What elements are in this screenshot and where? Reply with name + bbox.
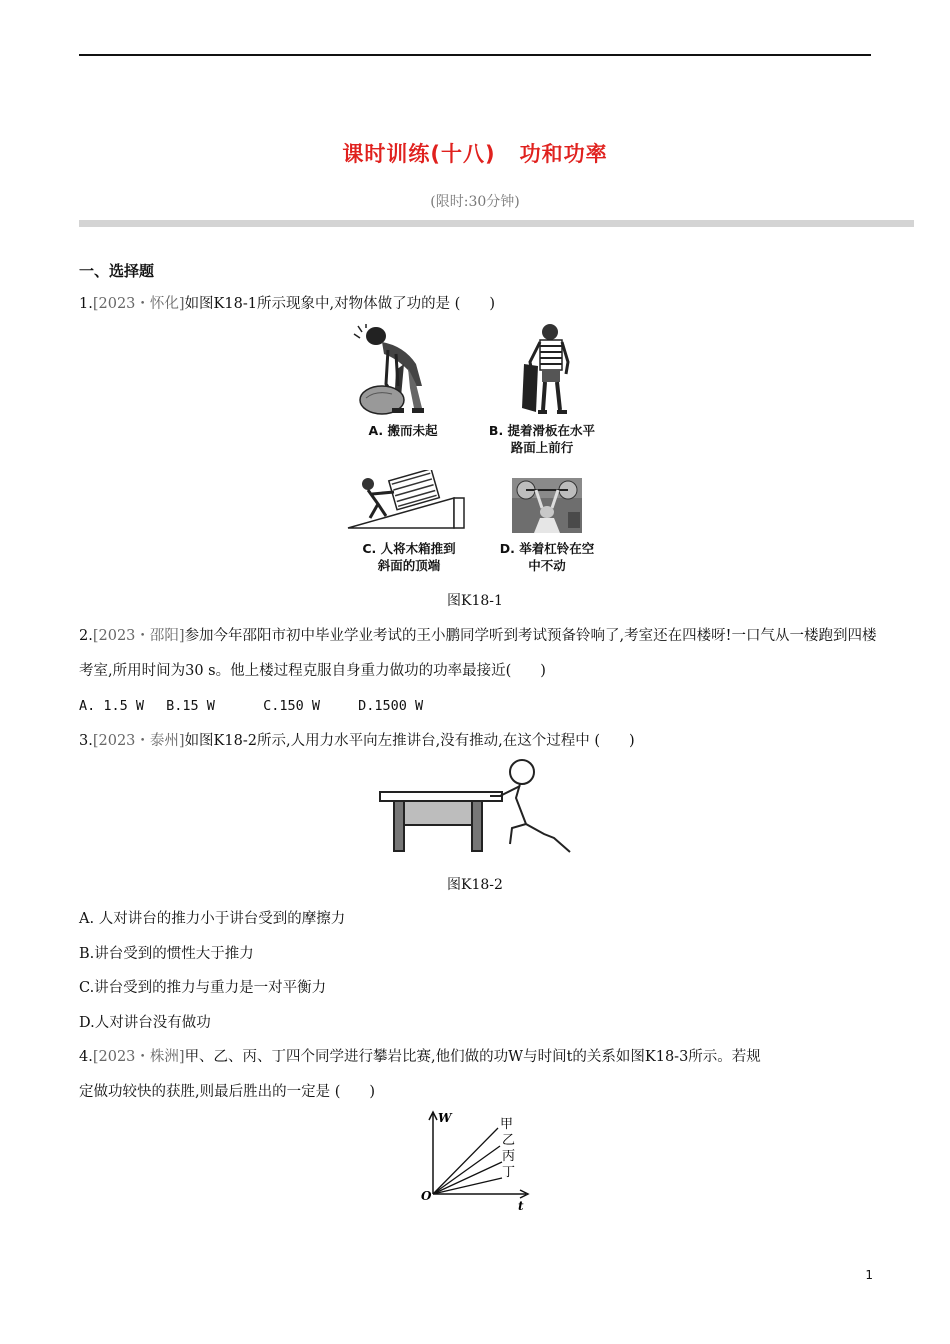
top-rule bbox=[79, 54, 871, 56]
q1-option-c-line2: 斜面的顶端 bbox=[377, 558, 441, 573]
q1-option-b-line1: B. 提着滑板在水平 bbox=[488, 423, 596, 438]
label-ding: 丁 bbox=[502, 1165, 516, 1180]
illustration-hold-barbell bbox=[512, 478, 582, 533]
q1-option-d-line1: D. 举着杠铃在空 bbox=[499, 541, 595, 556]
illustration-carry-skateboard bbox=[510, 322, 585, 420]
q4-text-line2: 定做功较快的获胜,则最后胜出的一定是 ( ) bbox=[79, 1084, 376, 1100]
q1-option-a: A. 搬而未起 bbox=[368, 423, 438, 438]
question-3 bbox=[79, 724, 635, 759]
figure-k18-1 bbox=[340, 320, 620, 580]
figure-k18-2 bbox=[376, 758, 576, 858]
question-1 bbox=[79, 287, 495, 322]
illustration-lift-rock bbox=[352, 324, 442, 419]
y-axis-label: W bbox=[438, 1111, 452, 1125]
q2-option-d: D.1500 W bbox=[358, 698, 424, 714]
section-heading: 一、选择题 bbox=[79, 262, 155, 280]
q2-text: 参加今年邵阳市初中毕业学业考试的王小鹏同学听到考试预备铃响了,考室还在四楼呀!一口气从一楼跑到四楼考室,所用时间为30 s。他上楼过程克服自身重力做功的功率最接近( ) bbox=[79, 628, 877, 679]
q4-text-line1: 甲、乙、丙、丁四个同学进行攀岩比赛,他们做的功W与时间t的关系如图K18-3所示。若规 bbox=[184, 1049, 761, 1065]
origin-label: O bbox=[421, 1189, 432, 1203]
title-topic: 功和功率 bbox=[519, 142, 608, 166]
q4-source: [2023・株洲] bbox=[92, 1049, 185, 1065]
q3-option-d: D.人对讲台没有做功 bbox=[79, 1015, 211, 1031]
time-limit: (限时:30分钟) bbox=[430, 194, 520, 210]
figure-k18-1-caption: 图K18-1 bbox=[447, 593, 503, 609]
line-bing bbox=[433, 1162, 502, 1194]
illustration-push-box-ramp bbox=[346, 470, 466, 532]
q2-option-a: A. 1.5 W bbox=[79, 698, 145, 714]
q2-option-b: B.15 W bbox=[166, 698, 215, 714]
q1-source: [2023・怀化] bbox=[92, 296, 185, 312]
q3-number: 3. bbox=[79, 733, 93, 749]
label-bing: 丙 bbox=[502, 1149, 516, 1164]
q1-option-c bbox=[344, 540, 474, 574]
q1-option-c-line1: C. 人将木箱推到 bbox=[362, 541, 456, 556]
q1-option-b-line2: 路面上前行 bbox=[510, 440, 574, 455]
q1-number: 1. bbox=[79, 296, 93, 312]
label-jia: 甲 bbox=[500, 1117, 514, 1132]
label-yi: 乙 bbox=[502, 1133, 516, 1148]
q3-text: 如图K18-2所示,人用力水平向左推讲台,没有推动,在这个过程中 ( ) bbox=[184, 733, 635, 749]
question-4 bbox=[79, 1040, 761, 1075]
figure-k18-2-caption: 图K18-2 bbox=[447, 877, 503, 893]
question-2 bbox=[79, 619, 879, 689]
q3-option-b: B.讲台受到的惯性大于推力 bbox=[79, 946, 254, 962]
q3-option-c: C.讲台受到的推力与重力是一对平衡力 bbox=[79, 980, 327, 996]
q1-option-d bbox=[482, 540, 612, 574]
title-lesson: 课时训练(十八) bbox=[342, 142, 496, 166]
page-title bbox=[0, 138, 950, 168]
q3-option-a: A. 人对讲台的推力小于讲台受到的摩擦力 bbox=[79, 911, 346, 927]
x-axis-label: t bbox=[518, 1199, 524, 1212]
q2-number: 2. bbox=[79, 628, 93, 644]
q4-number: 4. bbox=[79, 1049, 93, 1065]
header-band bbox=[79, 220, 914, 227]
q1-option-b bbox=[472, 422, 612, 456]
page-number: 1 bbox=[865, 1268, 873, 1282]
q3-source: [2023・泰州] bbox=[92, 733, 185, 749]
q1-text: 如图K18-1所示现象中,对物体做了功的是 ( ) bbox=[184, 296, 496, 312]
line-jia bbox=[433, 1128, 498, 1194]
q1-option-d-line2: 中不动 bbox=[528, 558, 566, 573]
q2-source: [2023・邵阳] bbox=[92, 628, 185, 644]
q2-options bbox=[79, 689, 437, 724]
figure-k18-3 bbox=[418, 1108, 538, 1212]
q2-option-c: C.150 W bbox=[263, 698, 320, 714]
